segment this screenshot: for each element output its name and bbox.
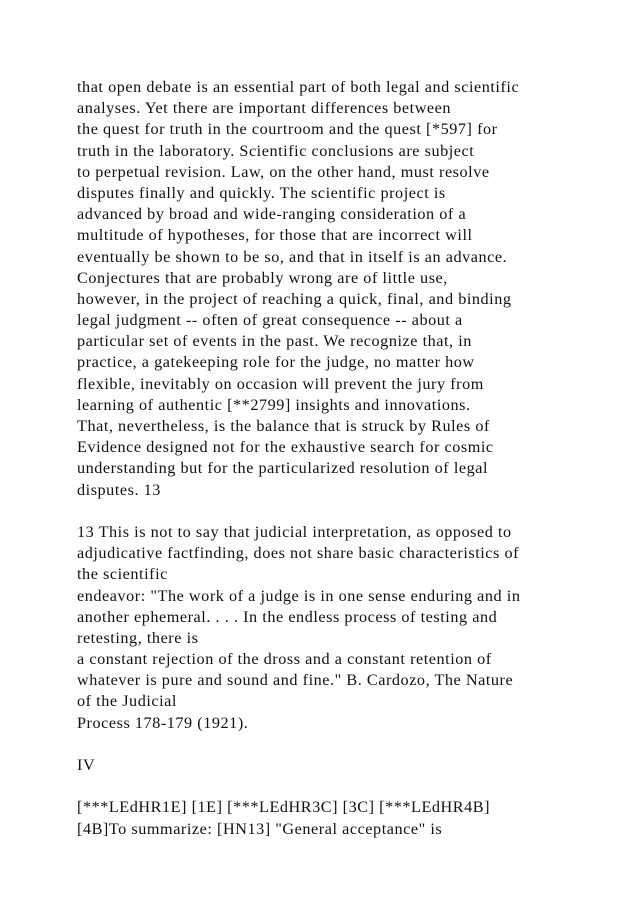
text-line: disputes finally and quickly. The scientific project is — [77, 183, 446, 202]
footnote-line: of the Judicial — [77, 692, 177, 711]
text-line: practice, a gatekeeping role for the judge, no matter how — [77, 353, 475, 372]
footnote-line: 13 This is not to say that judicial interpretation, as opposed to — [77, 522, 512, 541]
footnote-line: adjudicative factfinding, does not share basic characteristics of — [77, 544, 520, 563]
text-line: truth in the laboratory. Scientific conclusions are subject — [77, 141, 475, 160]
text-line: [4B]To summarize: [HN13] "General acceptance" is — [77, 819, 443, 838]
text-line: Conjectures that are probably wrong are of little use, — [77, 268, 448, 287]
closing-paragraph — [77, 797, 617, 839]
text-line: disputes. 13 — [77, 480, 161, 499]
text-line: the quest for truth in the courtroom and the quest [*597] for — [77, 120, 498, 139]
text-line: particular set of events in the past. We recognize that, in — [77, 332, 472, 351]
footnote-line: a constant rejection of the dross and a constant retention of — [77, 650, 492, 669]
text-line: [***LEdHR1E] [1E] [***LEdHR3C] [3C] [***LEdHR4B] — [77, 798, 491, 817]
paragraph-spacer — [77, 501, 617, 522]
text-line: That, nevertheless, is the balance that is struck by Rules of — [77, 417, 490, 435]
main-paragraph — [77, 77, 617, 501]
text-line: Evidence designed not for the exhaustive search for cosmic — [77, 438, 494, 457]
text-line: that open debate is an essential part of both legal and scientific — [77, 78, 520, 96]
footnote-line: retesting, there is — [77, 628, 199, 647]
footnote-line: another ephemeral. . . . In the endless process of testing and — [77, 607, 498, 626]
text-line: flexible, inevitably on occasion will prevent the jury from — [77, 374, 484, 393]
footnote-line: endeavor: "The work of a judge is in one sense enduring and in — [77, 586, 521, 605]
text-line: understanding but for the particularized resolution of legal — [77, 459, 489, 478]
text-line: legal judgment -- often of great consequence -- about a — [77, 311, 463, 330]
paragraph-spacer — [77, 776, 617, 797]
text-line: multitude of hypotheses, for those that are incorrect will — [77, 226, 473, 245]
text-line: learning of authentic [**2799] insights and innovations. — [77, 395, 471, 414]
footnote-line: the scientific — [77, 565, 168, 584]
paragraph-spacer — [77, 734, 617, 755]
text-line: eventually be shown to be so, and that in itself is an advance. — [77, 247, 508, 266]
text-line: advanced by broad and wide-ranging consideration of a — [77, 205, 467, 224]
text-line: to perpetual revision. Law, on the other hand, must resolve — [77, 162, 490, 181]
footnote — [77, 522, 617, 734]
footnote-line: Process 178-179 (1921). — [77, 713, 249, 732]
text-line: analyses. Yet there are important differences between — [77, 99, 452, 118]
document-text — [77, 77, 617, 840]
footnote-line: whatever is pure and sound and fine." B. Cardozo, The Nature — [77, 671, 514, 690]
section-heading: IV — [77, 756, 96, 774]
text-line: however, in the project of reaching a quick, final, and binding — [77, 289, 512, 308]
